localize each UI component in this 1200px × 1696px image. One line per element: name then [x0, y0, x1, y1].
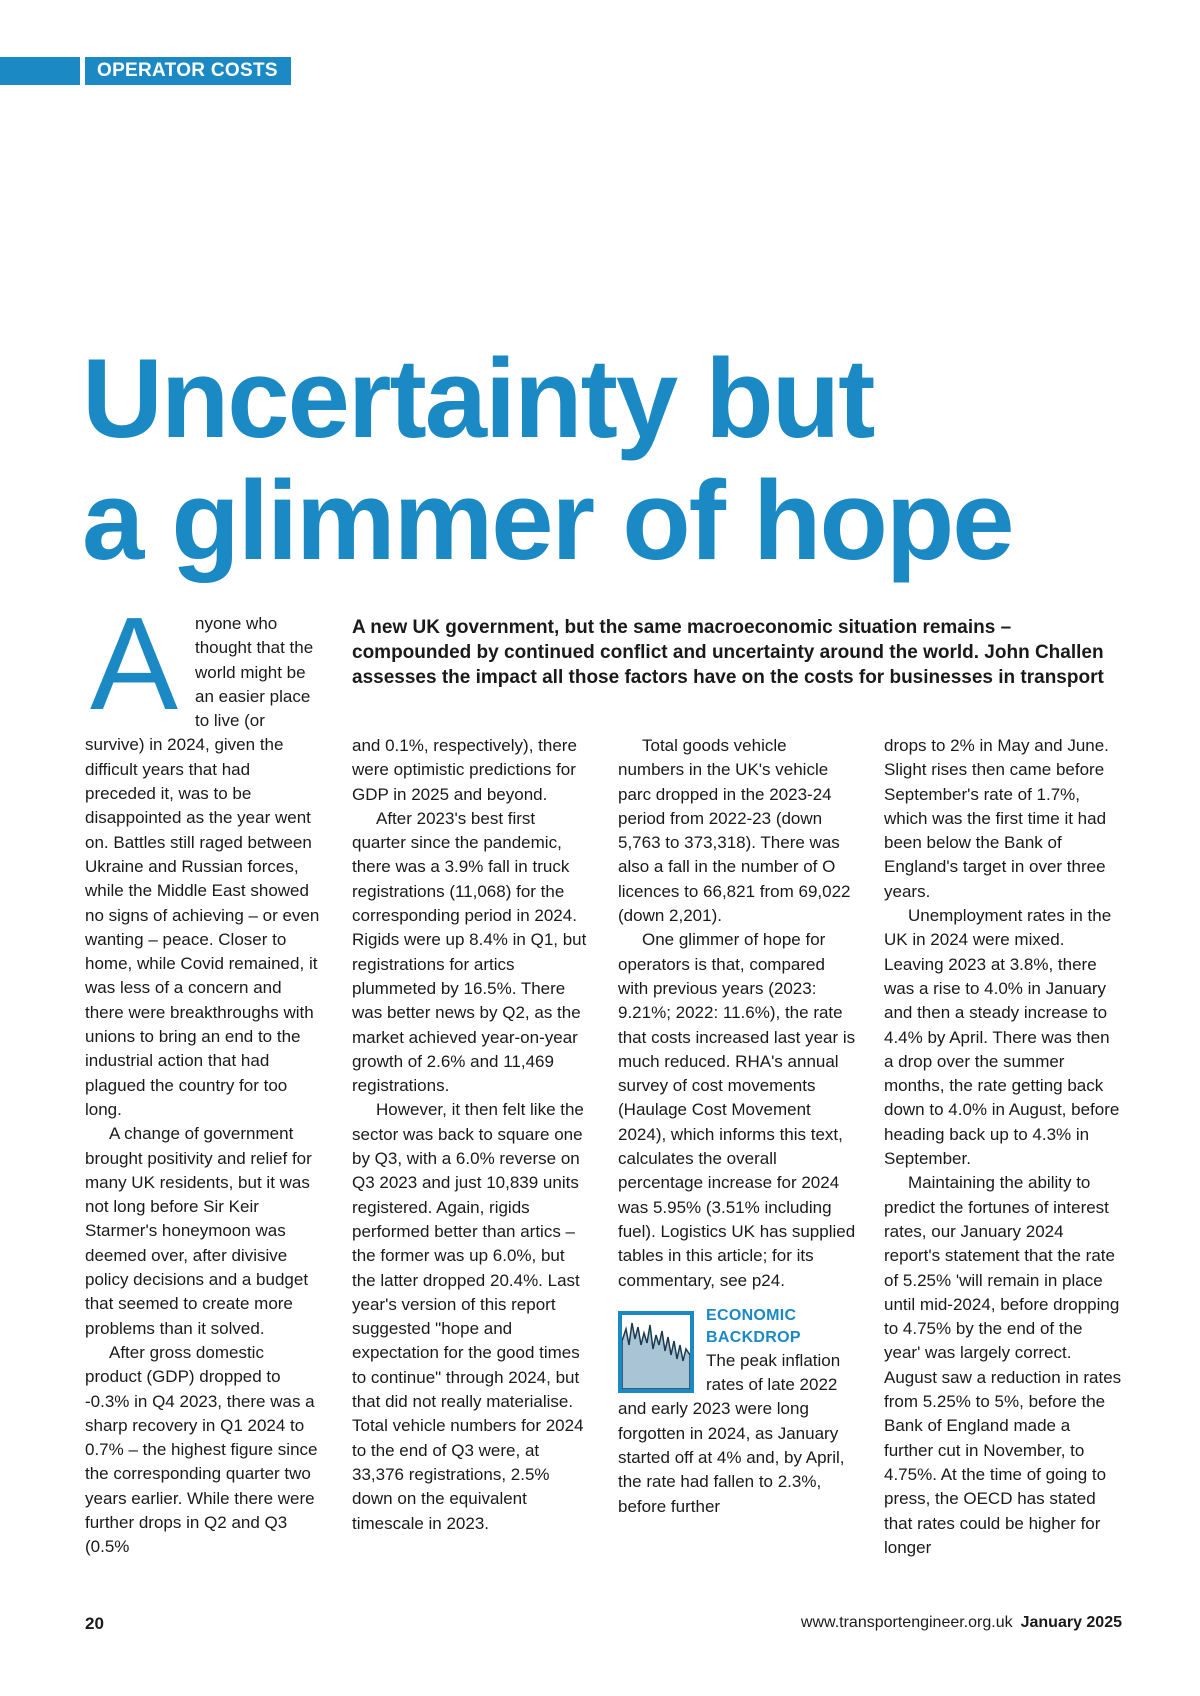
headline: [82, 338, 1162, 582]
article-column-2: [352, 734, 590, 1536]
article-column-3: [618, 734, 856, 1519]
subhead-line-1: ECONOMIC: [706, 1306, 797, 1324]
paragraph: Maintaining the ability to predict the fortunes of interest rates, our January 2024 report's statement that the rate of 5.25% 'will remain in place until mid-2024, before dropping to 4.75% by the end of the year' was largely correct. August saw a reduction in rates from 5.25% to 5%, before the Bank of England made a further cut in November, to 4.75%. At the time of going to press, the OECD has stated that rates could be higher for longer: [884, 1173, 1122, 1557]
article-column-4: [884, 734, 1122, 1560]
drop-cap: A: [89, 590, 179, 737]
paragraph: After 2023's best first quarter since the pandemic, there was a 3.9% fall in truck registrations (11,068) for the corresponding period in 2024. Rigids were up 8.4% in Q1, but registrations for artics plummeted by 16.5%. There was better news by Q2, as the market achieved year-on-year growth of 2.6% and 11,469 registrations.: [352, 808, 587, 1096]
paragraph: and 0.1%, respectively), there were optimistic predictions for GDP in 2025 and beyond.: [352, 736, 577, 804]
paragraph: nyone who thought that the world might be an easier place to live (or survive) in 2024, given the difficult years that had preceded it, was to be disappointed as the year went on. Battles still raged between Ukraine and Russian forces, while the Middle East showed no signs of achieving – or even wanting – peace. Closer to home, while Covid remained, it was less of a concern and there were breakthroughs with unions to bring an end to the industrial action that had plagued the country for too long.: [85, 614, 320, 1119]
paragraph: Unemployment rates in the UK in 2024 were mixed. Leaving 2023 at 3.8%, there was a rise to 4.0% in January and then a steady increase to 4.4% by April. There was then a drop over the summer months, the rate getting back down to 4.0% in August, before heading back up to 4.3% in September.: [884, 906, 1120, 1169]
paragraph: A change of government brought positivity and relief for many UK residents, but it was not long before Sir Keir Starmer's honeymoon was deemed over, after divisive policy decisions and a budget that seemed to create more problems than it solved.: [85, 1124, 312, 1338]
paragraph: After gross domestic product (GDP) dropped to -0.3% in Q4 2023, there was a sharp recovery in Q1 2024 to 0.7% – the highest figure since the corresponding quarter two years earlier. While there were further drops in Q2 and Q3 (0.5%: [85, 1342, 318, 1557]
article-column-1: [85, 590, 323, 1560]
footer-issue: January 2025: [1020, 1614, 1122, 1631]
headline-line-2: a glimmer of hope: [82, 458, 1013, 583]
subhead-block: [618, 1305, 856, 1519]
paragraph: One glimmer of hope for operators is that, compared with previous years (2023: 9.21%; 2022: 11.6%), the rate that costs increased last year is much reduced. RHA's annual survey of cost movements (Haulage Cost Movement 2024), which informs this text, calculates the overall percentage increase for 2024 was 5.95% (3.51% including fuel). Logistics UK has supplied tables in this article; for its commentary, see p24.: [618, 930, 856, 1290]
standfirst: A new UK government, but the same macroeconomic situation remains – compounded by continued conflict and uncertainty around the world. John Challen assesses the impact all those factors have on the costs for businesses in transport: [352, 617, 1104, 688]
footer-info: [801, 1614, 1122, 1632]
paragraph: drops to 2% in May and June. Slight rises then came before September's rate of 1.7%, which was the first time it had been below the Bank of England's target in over three years.: [884, 736, 1109, 901]
paragraph: The peak inflation rates of late 2022 and early 2023 were long forgotten in 2024, as January started off at 4% and, by April, the rate had fallen to 2.3%, before further: [618, 1350, 845, 1516]
section-color-bar: [0, 57, 80, 85]
line-chart-icon: [618, 1311, 694, 1393]
subhead-line-2: BACKDROP: [706, 1328, 801, 1346]
paragraph: Total goods vehicle numbers in the UK's vehicle parc dropped in the 2023-24 period from 2022-23 (down 5,763 to 373,318). There was also a fall in the number of O licences to 66,821 from 69,022 (down 2,201).: [618, 736, 851, 926]
footer-url[interactable]: www.transportengineer.org.uk: [800, 1614, 1013, 1631]
page-number: 20: [85, 1614, 104, 1633]
headline-line-1: Uncertainty but: [82, 336, 874, 461]
section-label: OPERATOR COSTS: [85, 57, 291, 85]
paragraph: However, it then felt like the sector was back to square one by Q3, with a 6.0% reverse on Q3 2023 and just 10,839 units registered. Again, rigids performed better than artics – the former was up 6.0%, but the latter dropped 20.4%. Last year's version of this report suggested "hope and expectation for the good times to continue" through 2024, but that did not really materialise. Total vehicle numbers for 2024 to the end of Q3 were, at 33,376 registrations, 2.5% down on the equivalent timescale in 2023.: [352, 1100, 584, 1533]
